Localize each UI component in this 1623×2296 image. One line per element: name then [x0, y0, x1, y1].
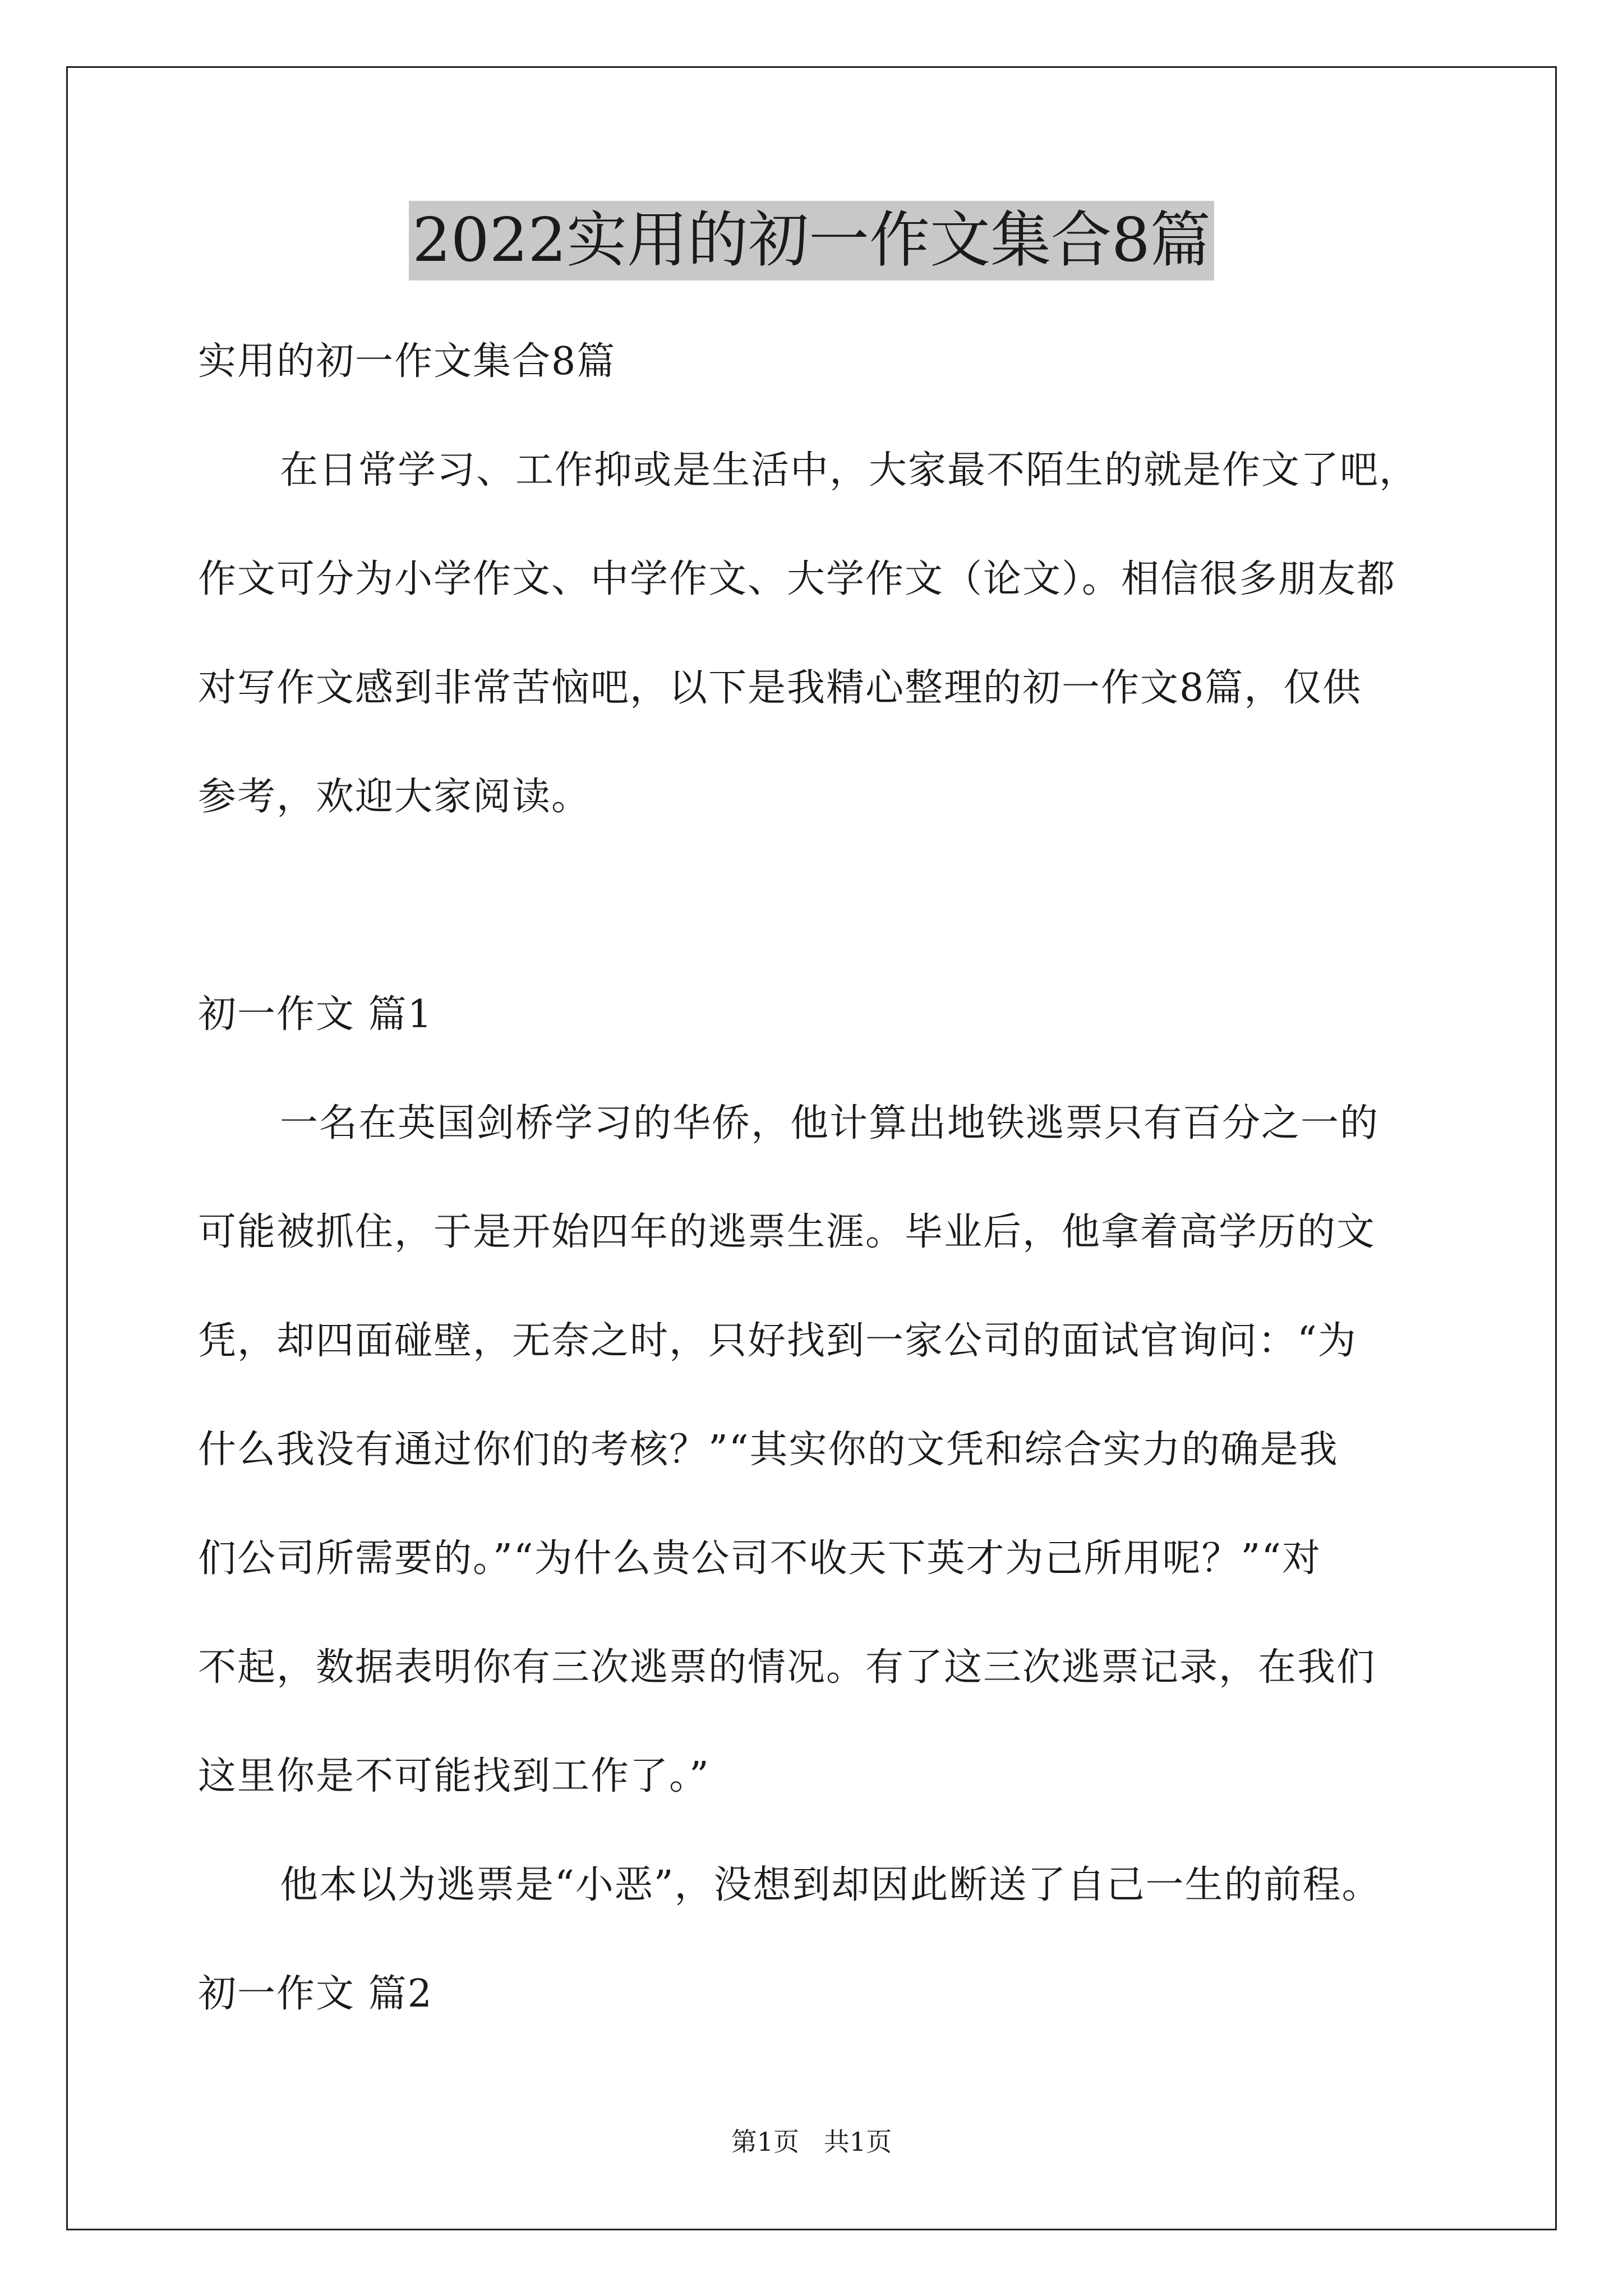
intro-paragraph — [198, 416, 1435, 852]
title-container — [0, 201, 1623, 280]
page-footer: 第1页 共1页 — [731, 2127, 892, 2157]
paragraph-line: 一名在英国剑桥学习的华侨，他计算出地铁逃票只有百分之一的 — [280, 1101, 1380, 1145]
document-body — [198, 307, 1435, 2049]
paragraph-line: 什么我没有通过你们的考核？”“其实你的文凭和综合实力的确是我 — [198, 1428, 1339, 1472]
intro-line: 对写作文感到非常苦恼吧，以下是我精心整理的初一作文8篇，仅供 — [198, 666, 1362, 710]
section-1-paragraph-1 — [198, 1069, 1435, 1831]
intro-line: 作文可分为小学作文、中学作文、大学作文（论文）。相信很多朋友都 — [198, 557, 1396, 601]
paragraph-line: 们公司所需要的。”“为什么贵公司不收天下英才为己所用呢？”“对 — [198, 1536, 1322, 1581]
section-1-heading: 初一作文 篇1 — [198, 992, 433, 1037]
document-title: 2022实用的初一作文集合8篇 — [409, 201, 1214, 280]
paragraph-line: 凭，却四面碰壁，无奈之时，只好找到一家公司的面试官询问：“为 — [198, 1319, 1357, 1363]
blank-line — [198, 852, 1435, 960]
document-subtitle: 实用的初一作文集合8篇 — [198, 339, 616, 384]
paragraph-line: 这里你是不可能找到工作了。” — [198, 1754, 710, 1798]
section-1-paragraph-2: 他本以为逃票是“小恶”，没想到却因此断送了自己一生的前程。 — [280, 1863, 1381, 1907]
paragraph-line: 可能被抓住，于是开始四年的逃票生涯。毕业后，他拿着高学历的文 — [198, 1210, 1376, 1254]
intro-line: 参考，欢迎大家阅读。 — [198, 775, 591, 819]
intro-line: 在日常学习、工作抑或是生活中，大家最不陌生的就是作文了吧， — [280, 448, 1419, 493]
section-2-heading: 初一作文 篇2 — [198, 1972, 433, 2016]
paragraph-line: 不起，数据表明你有三次逃票的情况。有了这三次逃票记录，在我们 — [198, 1645, 1376, 1690]
